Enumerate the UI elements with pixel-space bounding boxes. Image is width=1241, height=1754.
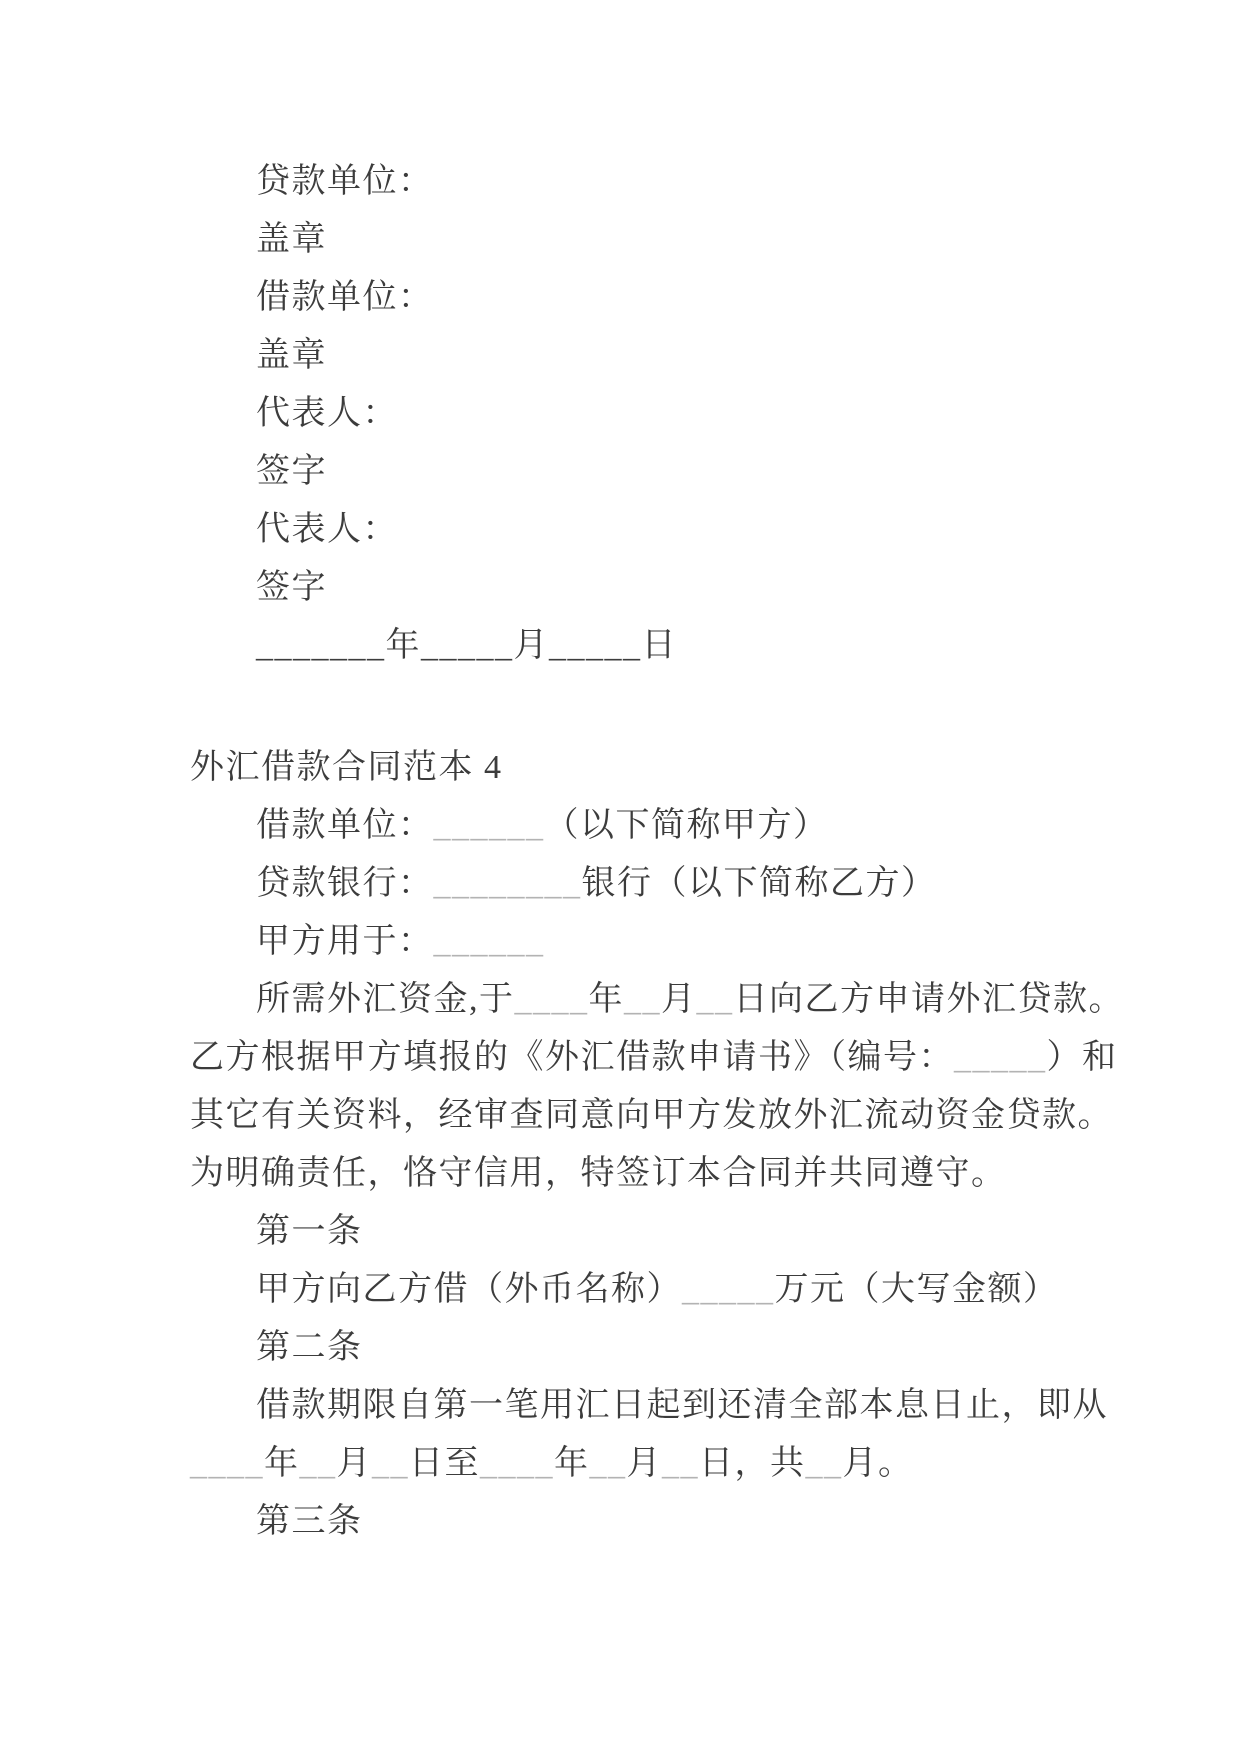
fill-in-blank: ______ <box>433 807 545 844</box>
document-line <box>190 617 1100 675</box>
document-line <box>190 385 1100 443</box>
document-line <box>190 1087 1113 1145</box>
line-text: 第一条 <box>256 1213 363 1250</box>
fill-in-blank: __ <box>805 1445 843 1482</box>
line-text: 甲方向乙方借（外币名称） <box>256 1271 682 1308</box>
line-text: 日向乙方申请外汇贷款。 <box>733 981 1124 1018</box>
line-text: 第三条 <box>256 1503 363 1540</box>
line-text: 年 <box>588 981 624 1018</box>
line-text: 月 <box>661 981 697 1018</box>
fill-in-blank: __ <box>299 1445 337 1482</box>
line-text: _______年_____月_____日 <box>256 627 677 664</box>
document-line <box>190 1435 1100 1493</box>
line-text: 盖章 <box>256 337 327 374</box>
line-text: 所需外汇资金,于 <box>256 981 515 1018</box>
line-text: 乙方根据甲方填报的《外汇借款申请书》（编号： <box>190 1039 954 1076</box>
line-text: 借款单位： <box>256 279 434 316</box>
line-text: 第二条 <box>256 1329 363 1366</box>
document-line <box>190 1145 1100 1203</box>
fill-in-blank: ________ <box>433 865 582 902</box>
line-text: 代表人： <box>256 511 398 548</box>
fill-in-blank: ____ <box>190 1445 264 1482</box>
line-text: 甲方用于： <box>256 923 434 960</box>
line-text: 贷款银行： <box>256 865 434 902</box>
document-line <box>190 153 1100 211</box>
line-text: 年 <box>264 1445 300 1482</box>
document-line <box>190 1493 1100 1551</box>
line-text: 盖章 <box>256 221 327 258</box>
document-line <box>190 443 1100 501</box>
fill-in-blank: ____ <box>514 981 589 1018</box>
document-line <box>190 1377 1108 1435</box>
document-line <box>190 559 1100 617</box>
fill-in-blank: __ <box>696 981 734 1018</box>
line-text: 外汇借款合同范本 4 <box>190 749 503 786</box>
document-line <box>190 1261 1100 1319</box>
fill-in-blank: __ <box>589 1445 627 1482</box>
document-line <box>190 1319 1100 1377</box>
line-text: 借款期限自第一笔用汇日起到还清全部本息日止，即从 <box>256 1387 1108 1424</box>
document-line <box>190 971 1124 1029</box>
document-line <box>190 739 1100 797</box>
document-line <box>190 855 1100 913</box>
fill-in-blank: ______ <box>433 923 545 960</box>
line-text: 贷款单位： <box>256 163 434 200</box>
line-text: 月 <box>336 1445 372 1482</box>
line-text: 代表人： <box>256 395 398 432</box>
document-line <box>190 913 1100 971</box>
document-line <box>190 211 1100 269</box>
line-text: 银行（以下简称乙方） <box>581 865 937 902</box>
line-text: 月 <box>626 1445 662 1482</box>
contract-signature-block <box>190 153 1100 675</box>
fill-in-blank: _____ <box>682 1271 775 1308</box>
line-text: 月。 <box>842 1445 914 1482</box>
document-line <box>190 797 1100 855</box>
line-text: 其它有关资料，经审查同意向甲方发放外汇流动资金贷款。 <box>190 1097 1113 1134</box>
document-line <box>190 1203 1100 1261</box>
line-text: 日至 <box>409 1445 480 1482</box>
document-line <box>190 269 1100 327</box>
line-text: （以下简称甲方） <box>544 807 829 844</box>
line-text: 签字 <box>256 569 327 606</box>
contract-template-4-section <box>190 739 1124 1551</box>
line-text: 签字 <box>256 453 327 490</box>
fill-in-blank: __ <box>624 981 661 1018</box>
document-line <box>190 501 1100 559</box>
fill-in-blank: ____ <box>480 1445 554 1482</box>
fill-in-blank: _____ <box>954 1039 1047 1076</box>
section-gap <box>190 675 1100 739</box>
document-line <box>190 1029 1118 1087</box>
line-text: 借款单位： <box>256 807 434 844</box>
fill-in-blank: __ <box>372 1445 409 1482</box>
document-body <box>190 153 1124 1551</box>
document-line <box>190 327 1100 385</box>
line-text: 为明确责任，恪守信用，特签订本合同并共同遵守。 <box>190 1155 1007 1192</box>
line-text: 万元（大写金额） <box>774 1271 1059 1308</box>
fill-in-blank: __ <box>662 1445 699 1482</box>
line-text: 日，共 <box>699 1445 806 1482</box>
line-text: 年 <box>554 1445 590 1482</box>
line-text: ）和 <box>1046 1039 1118 1076</box>
